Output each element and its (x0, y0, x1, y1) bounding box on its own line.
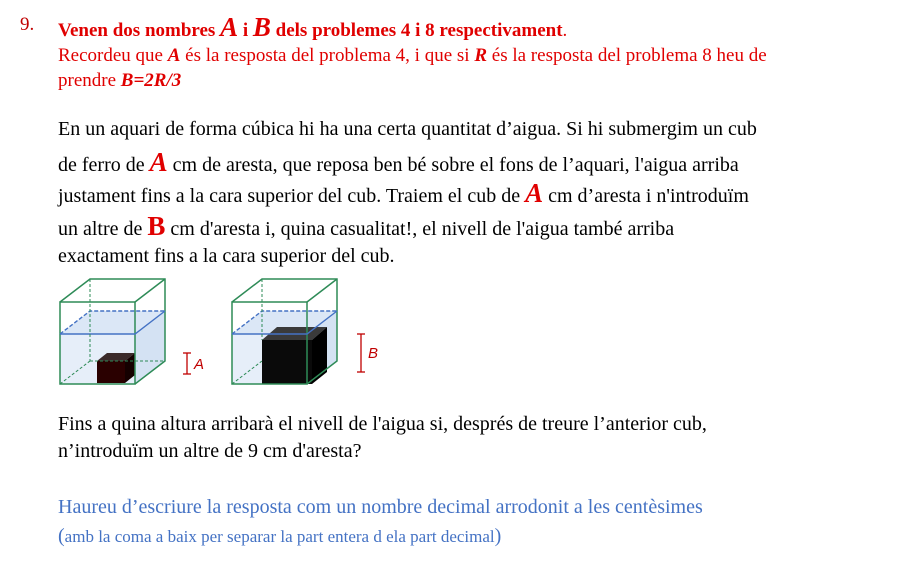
instructions-line-1: Haureu d’escriure la resposta com un nombre decimal arrodonit a les centèsimes (58, 496, 703, 518)
left-small-cube-front (97, 361, 125, 383)
header-line-2-mid: és la resposta del problema 4, i que si (180, 45, 475, 66)
problem-line-4-b: B (147, 211, 166, 241)
header-line-1 (58, 12, 567, 43)
problem-line-3-pre: justament fins a la cara superior del cub. Traiem el cub de (58, 185, 526, 207)
problem-line-3 (58, 178, 749, 209)
right-big-cube-front (262, 340, 312, 384)
instructions-line-2-text: amb la coma a baix per separar la part entera d ela part decimal (64, 527, 495, 546)
problem-line-3-post: cm d’aresta i n'introduïm (543, 185, 749, 207)
problem-line-1: En un aquari de forma cúbica hi ha una certa quantitat d’aigua. Si hi submergim un cub (58, 118, 757, 140)
left-tank-top-edge (135, 279, 165, 302)
instructions-close-paren: ) (494, 525, 502, 547)
problem-line-4-post: cm d'aresta i, quina casualitat!, el nivell de l'aigua també arriba (165, 218, 675, 240)
problem-line-2-a: A (149, 147, 168, 177)
header-line-2-post: és la resposta del problema 8 heu de (487, 45, 767, 66)
problem-line-4-pre: un altre de (58, 218, 148, 240)
question-line-2: n’introduïm un altre de 9 cm d'aresta? (58, 440, 362, 462)
problem-line-5: exactament fins a la cara superior del cub. (58, 245, 395, 267)
header-line-2-r: R (474, 45, 488, 66)
problem-line-4 (58, 211, 674, 242)
instructions-open-paren: ( (58, 525, 65, 547)
header-line-1-post: dels problemes 4 i 8 respectivament (270, 20, 563, 41)
problem-line-3-a: A (525, 178, 544, 208)
right-aquarium (232, 279, 378, 384)
letter-a: A (220, 12, 239, 42)
header-line-1-mid: i (238, 20, 253, 41)
letter-b: B (252, 12, 271, 42)
header-line-3 (58, 70, 181, 92)
problem-line-2-pre: de ferro de (58, 154, 150, 176)
header-line-3-pre: prendre (58, 70, 121, 91)
question-line-1: Fins a quina altura arribarà el nivell de l'aigua si, després de treure l’anterior cub, (58, 413, 707, 435)
left-aquarium (60, 279, 204, 384)
right-tank-top-edge (307, 279, 337, 302)
header-line-2 (58, 45, 767, 67)
problem-line-2 (58, 147, 739, 178)
header-line-2-a: A (167, 45, 181, 66)
header-line-1-dot: . (562, 20, 568, 41)
instructions-line-2 (58, 525, 501, 548)
aquarium-figure (55, 272, 400, 404)
header-line-1-pre: Venen dos nombres (58, 20, 221, 41)
header-formula: B=2R/3 (120, 70, 182, 91)
label-b: B (368, 345, 379, 362)
header-line-2-pre: Recordeu que (58, 45, 168, 66)
problem-number: 9. (20, 14, 35, 35)
label-a: A (194, 356, 205, 373)
problem-line-2-post: cm de aresta, que reposa ben bé sobre el fons de l’aquari, l'aigua arriba (167, 154, 739, 176)
